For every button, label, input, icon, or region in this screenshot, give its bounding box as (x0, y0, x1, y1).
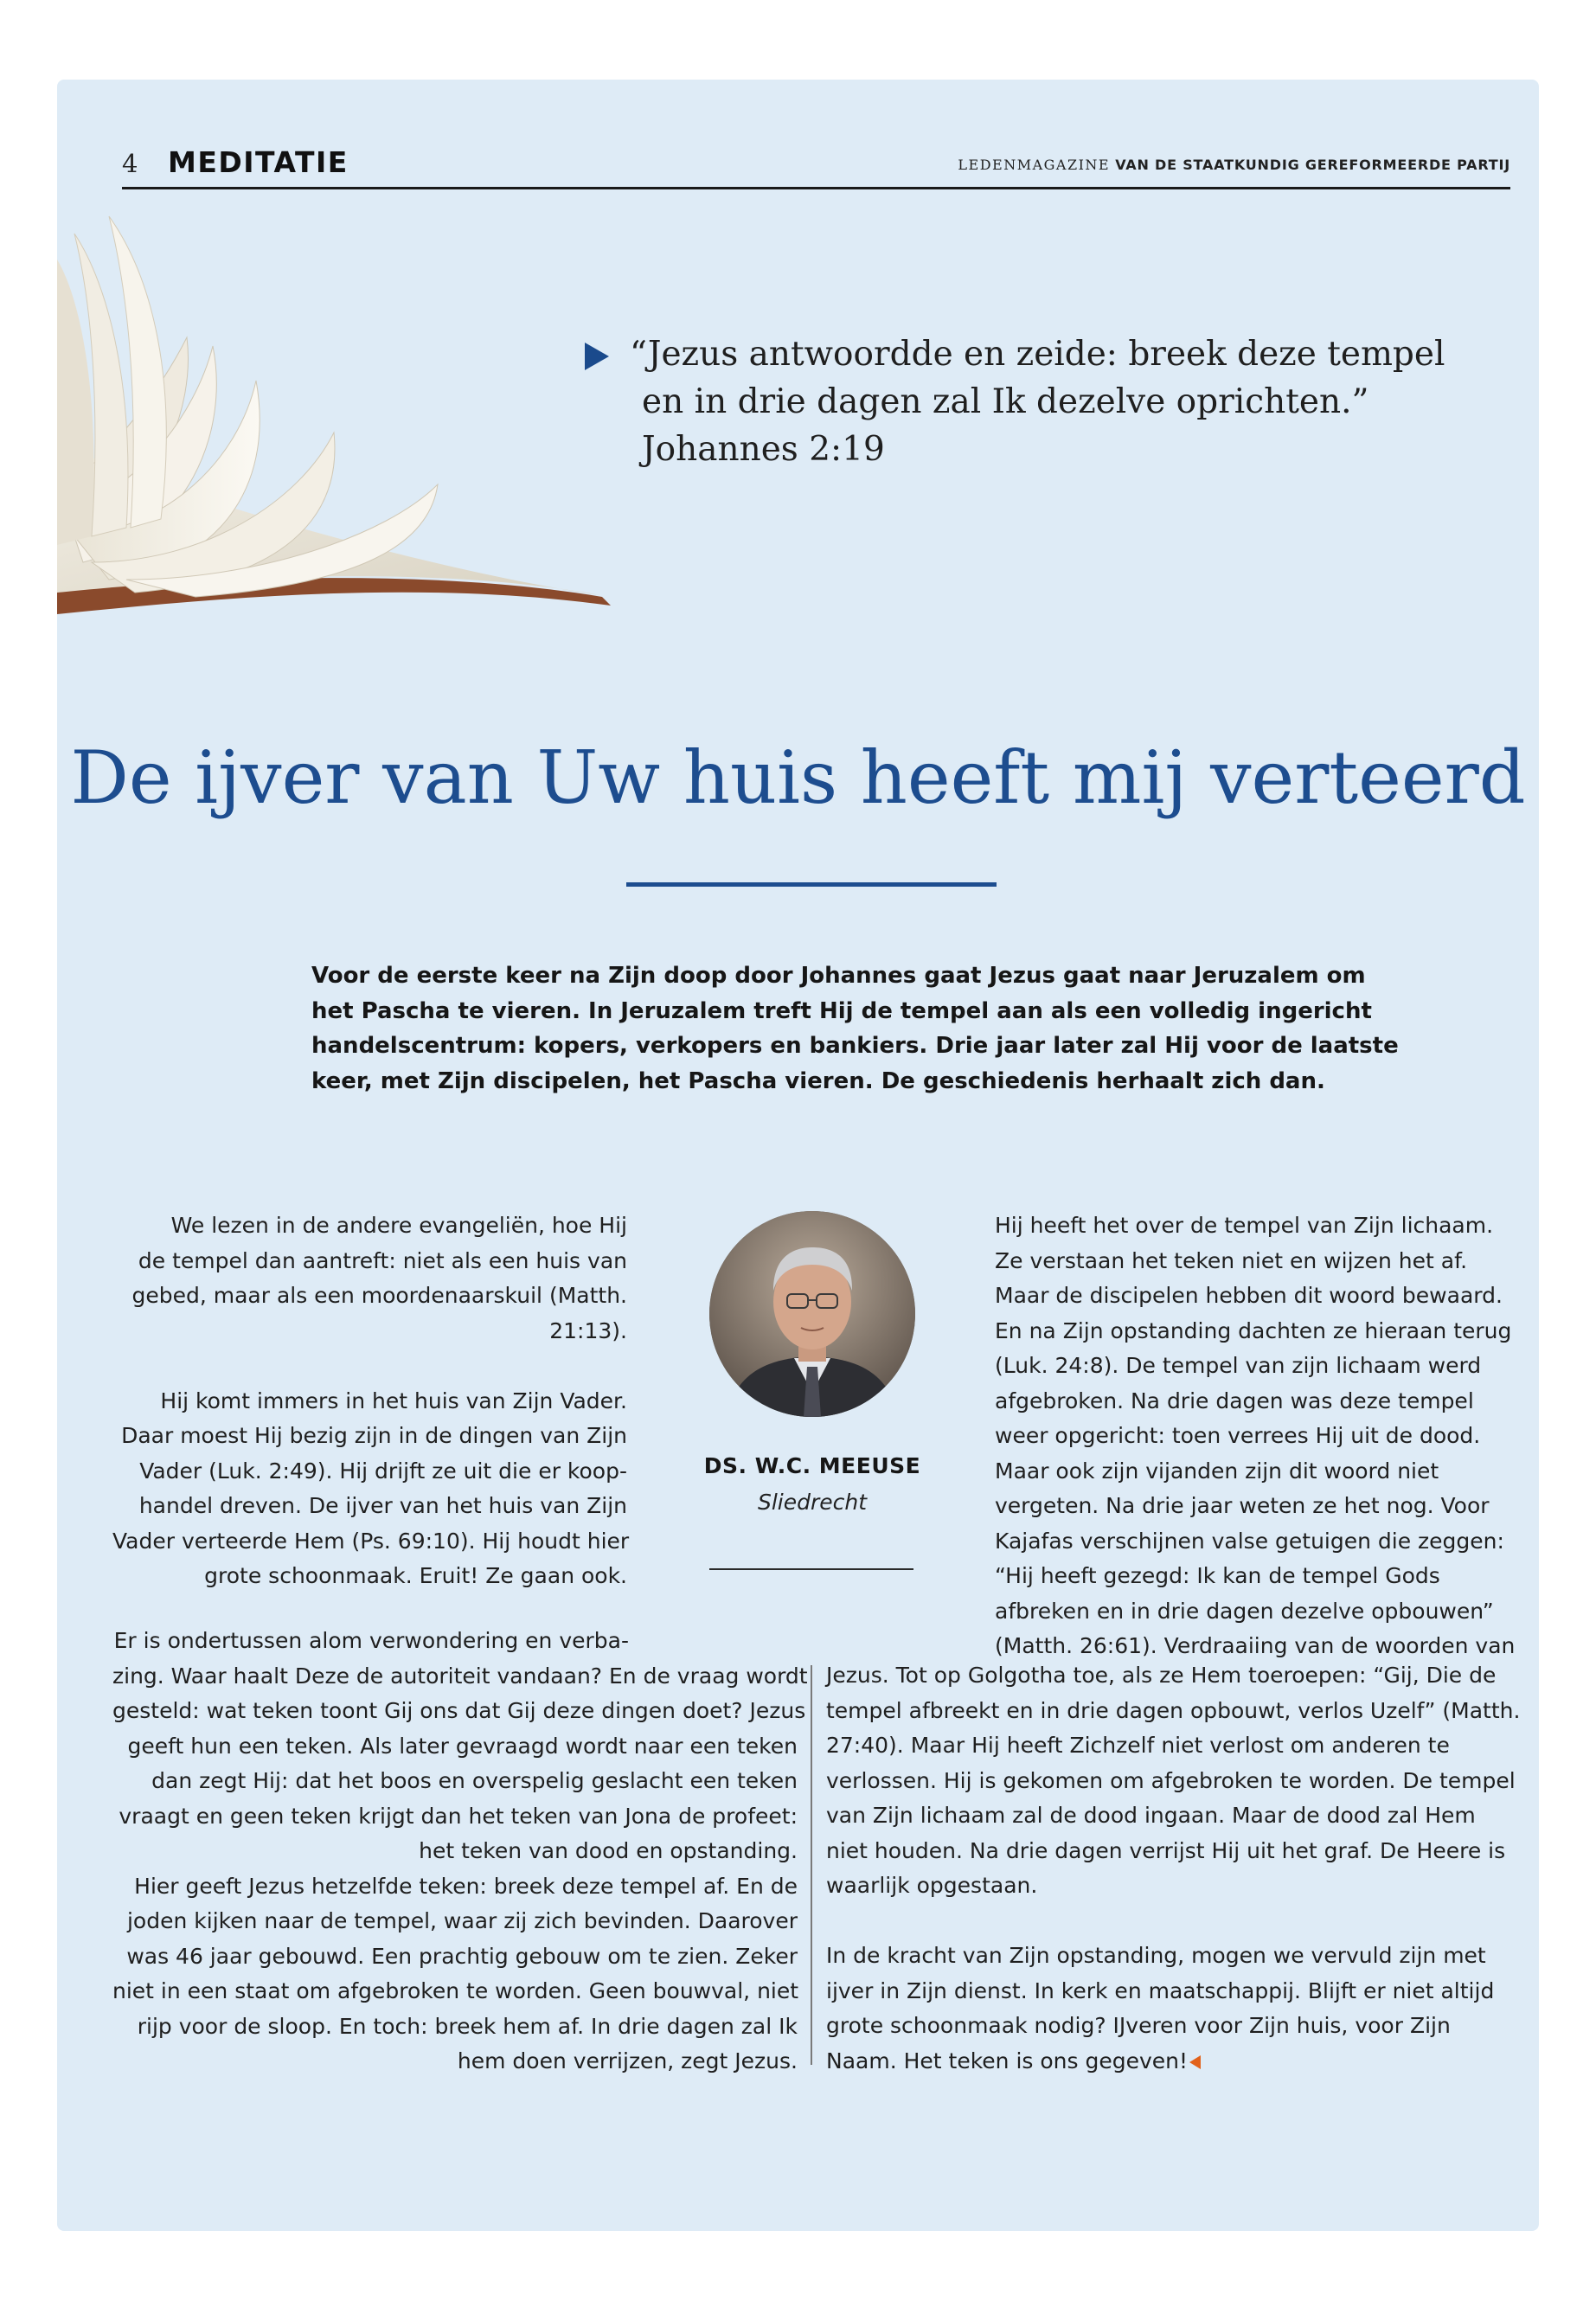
text-line: Maar ook zijn vijanden zijn dit woord niet (995, 1458, 1439, 1484)
lead-line: het Pascha te vieren. In Jeruzalem treft Hij de tempel aan als een volledig ingericht (311, 997, 1372, 1024)
author-place: Sliedrecht (757, 1490, 868, 1515)
right-column (995, 1208, 1514, 1664)
text-line: handel dreven. De ijver van het huis van Zijn (138, 1493, 627, 1518)
text-line: was 46 jaar gebouwd. Een prachtig gebouw om te zien. Zeker (126, 1943, 798, 1969)
closing-line (826, 2044, 1518, 2080)
text-line: (Luk. 24:8). De tempel van zijn lichaam werd (995, 1353, 1482, 1378)
quote-arrow-icon (585, 343, 609, 370)
text-line: niet houden. Na drie dagen verrijst Hij uit het graf. De Heere is (826, 1837, 1506, 1863)
text-line: van Zijn lichaam zal de dood ingaan. Maar de dood zal Hem (826, 1803, 1476, 1828)
text-line: verlossen. Hij is gekomen om afgebroken te worden. De tempel (826, 1767, 1516, 1793)
text-line: Naam. Het teken is ons gegeven! (826, 2048, 1189, 2073)
column-divider (811, 1665, 812, 2065)
text-line: Hier geeft Jezus hetzelfde teken: breek deze tempel af. En de (134, 1873, 798, 1899)
text-line: vraagt en geen teken krijgt dan het teken van Jona de profeet: (119, 1803, 798, 1829)
text-line: Vader (Luk. 2:49). Hij drijft ze uit die er koop- (139, 1458, 627, 1484)
author-name: DS. W.C. MEEUSE (703, 1453, 921, 1478)
quote-line-1: “Jezus antwoordde en zeide: breek deze tempel (630, 335, 1445, 374)
text-line: Hij heeft het over de tempel van Zijn lichaam. (995, 1213, 1494, 1238)
text-line: zing. Waar haalt Deze de autoriteit vandaan? En de vraag wordt (112, 1663, 808, 1689)
section-title: MEDITATIE (168, 145, 349, 179)
open-book-illustration (57, 130, 611, 631)
text-line: Kajafas verschijnen valse getuigen die zeggen: (995, 1528, 1504, 1554)
text-line: Er is ondertussen alom verwondering en verba- (113, 1628, 629, 1653)
quote-line-2: en in drie dagen zal Ik dezelve oprichten.” (642, 382, 1369, 421)
text-line: ijver in Zijn dienst. In kerk en maatschappij. Blijft er niet altijd (826, 1977, 1495, 2003)
text-line: Daar moest Hij bezig zijn in de dingen van Zijn (121, 1423, 627, 1448)
lead-line: Voor de eerste keer na Zijn doop door Johannes gaat Jezus gaat naar Jeruzalem om (311, 963, 1366, 989)
text-line: gebed, maar als een moordenaarskuil (Matth. (131, 1283, 627, 1308)
text-line: de tempel dan aantreft: niet als een huis van (138, 1247, 627, 1273)
text-line: joden kijken naar de tempel, waar zij zich bevinden. Daarover (126, 1908, 798, 1933)
text-line: grote schoonmaak. Eruit! Ze gaan ook. (204, 1563, 627, 1588)
text-line: grote schoonmaak nodig? IJveren voor Zijn huis, voor Zijn (826, 2013, 1451, 2038)
text-line: Maar de discipelen hebben dit woord bewaard. (995, 1283, 1503, 1308)
article-title: De ijver van Uw huis heeft mij verteerd (70, 735, 1526, 820)
text-line: waarlijk opgestaan. (826, 1873, 1038, 1898)
text-line: 21:13). (549, 1317, 627, 1343)
title-rule (626, 882, 997, 887)
quote-reference: Johannes 2:19 (642, 430, 885, 469)
author-photo (709, 1211, 915, 1417)
text-line: Vader verteerde Hem (Ps. 69:10). Hij houdt hier (112, 1528, 630, 1554)
lead-paragraph (311, 958, 1399, 1099)
text-line: geeft hun een teken. Als later gevraagd wordt naar een teken (127, 1733, 798, 1759)
lead-line: keer, met Zijn discipelen, het Pascha vieren. De geschiedenis herhaalt zich dan. (311, 1067, 1325, 1094)
text-line: het teken van dood en opstanding. (419, 1838, 798, 1863)
text-line: In de kracht van Zijn opstanding, mogen we vervuld zijn met (826, 1943, 1486, 1968)
text-line: rijp voor de sloop. En toch: breek hem af. In drie dagen zal Ik (137, 2013, 798, 2039)
text-line: En na Zijn opstanding dachten ze hieraan terug (995, 1317, 1512, 1343)
text-line: We lezen in de andere evangeliën, hoe Hij (170, 1213, 627, 1238)
text-line: gesteld: wat teken toont Gij ons dat Gij deze dingen doet? Jezus (112, 1698, 806, 1723)
publication-line (958, 157, 1510, 173)
text-line: afbreken en in drie dagen dezelve opbouwen” (995, 1598, 1494, 1624)
bottom-left-column (112, 1624, 808, 2080)
page-number: 4 (122, 149, 138, 178)
text-line: (Matth. 26:61). Verdraaiing van de woorden van (995, 1633, 1516, 1658)
text-line: vergeten. Na drie jaar weten ze het nog. Voor (995, 1493, 1490, 1518)
text-line: Ze verstaan het teken niet en wijzen het af. (995, 1247, 1468, 1273)
lead-line: handelscentrum: kopers, verkopers en bankiers. Drie jaar later zal Hij voor de laatste (311, 1033, 1399, 1059)
publication-prefix: LEDENMAGAZINE (958, 157, 1111, 173)
text-line: afgebroken. Na drie dagen was deze tempel (995, 1388, 1474, 1413)
text-line: “Hij heeft gezegd: Ik kan de tempel Gods (995, 1563, 1440, 1588)
text-line: weer opgericht: toen verrees Hij uit de dood. (995, 1423, 1481, 1448)
publication-name: VAN DE STAATKUNDIG GEREFORMEERDE PARTIJ (1115, 157, 1510, 173)
left-column (112, 1208, 630, 1594)
author-rule (709, 1568, 913, 1570)
text-line: hem doen verrijzen, zegt Jezus. (457, 2048, 798, 2073)
text-line: Jezus. Tot op Golgotha toe, als ze Hem toeroepen: “Gij, Die de (826, 1663, 1497, 1688)
end-mark-icon (1189, 2055, 1201, 2069)
bottom-right-column (826, 1658, 1521, 2079)
text-line: dan zegt Hij: dat het boos en overspelig geslacht een teken (151, 1768, 798, 1793)
text-line: niet in een staat om afgebroken te worden. Geen bouwval, niet (112, 1978, 799, 2003)
text-line: Hij komt immers in het huis van Zijn Vader. (160, 1388, 627, 1413)
text-line: tempel afbreekt en in drie dagen opbouwt, verlos Uzelf” (Matth. (826, 1697, 1521, 1723)
text-line: 27:40). Maar Hij heeft Zichzelf niet verlost om anderen te (826, 1733, 1450, 1758)
